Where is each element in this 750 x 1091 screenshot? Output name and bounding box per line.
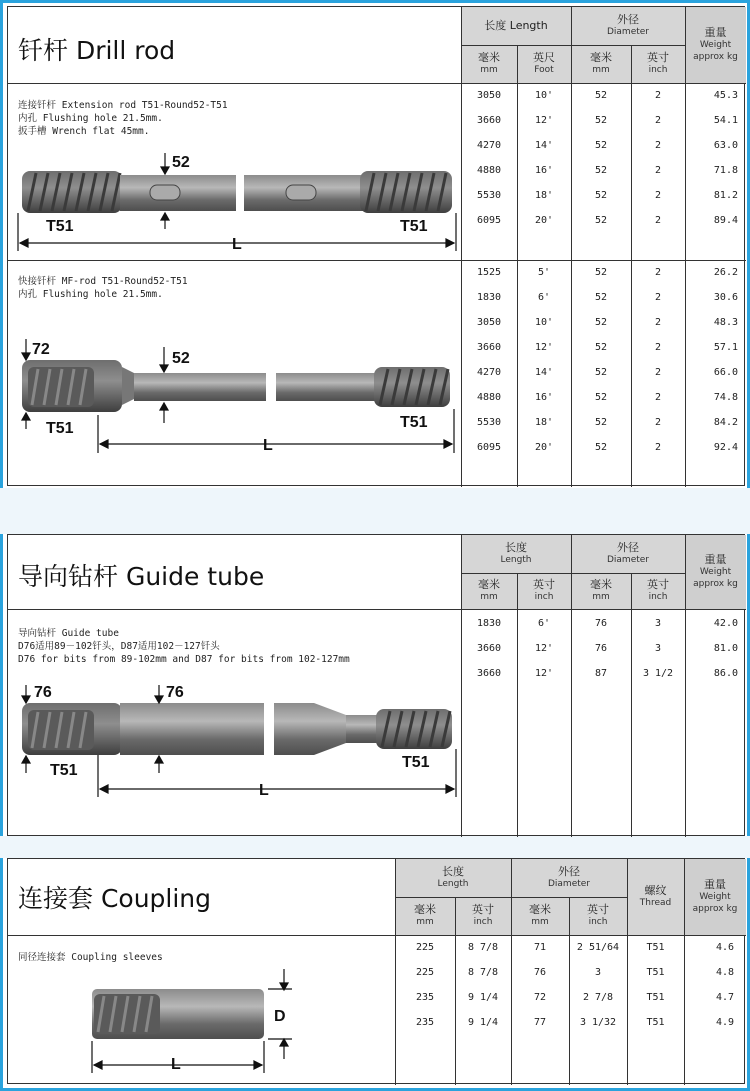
cell-mm: 1830 [476, 618, 502, 629]
header-inch-en: inch [534, 592, 554, 602]
header-mm-cn: 毫米 [478, 51, 500, 64]
cell-inch: 9 1/4 [467, 1017, 499, 1028]
header-mm [461, 573, 517, 609]
cell-dia-inch: 2 51/64 [576, 942, 620, 953]
cell-inch: 6' [537, 618, 551, 629]
header-inch [517, 573, 571, 609]
cell-foot: 20' [534, 442, 554, 453]
desc-line: 内孔 Flushing hole 21.5mm. [18, 289, 163, 300]
header-weight [685, 535, 746, 609]
cell-mm: 3660 [476, 342, 502, 353]
table-row [461, 385, 746, 410]
header-weight-en: Weight [699, 567, 732, 577]
table-row [461, 260, 746, 285]
cell-dia-mm: 76 [594, 618, 608, 629]
diameter-left-label: 76 [34, 684, 52, 701]
cell-mm: 3050 [476, 317, 502, 328]
header-dia-inch [569, 897, 627, 935]
cell-dia-mm: 72 [533, 992, 547, 1003]
header-diameter-cn: 外径 [617, 13, 639, 26]
cell-inch: 8 7/8 [467, 967, 499, 978]
guide-tube-section [7, 534, 745, 836]
header-foot-en: Foot [534, 65, 554, 75]
cell-weight: 86.0 [713, 668, 738, 679]
header-thread-en: Thread [639, 898, 672, 908]
cell-mm: 4270 [476, 367, 502, 378]
length-label: L [232, 236, 242, 253]
rod-body-right [276, 373, 376, 401]
tube-body-right [274, 703, 314, 755]
coupling-drawing [8, 859, 395, 1085]
cell-dia-mm: 52 [594, 392, 608, 403]
coupling-section [7, 858, 745, 1084]
cell-thread: T51 [646, 992, 665, 1003]
diameter-label: 52 [172, 154, 190, 171]
cell-dia-mm: 52 [594, 90, 608, 101]
cell-weight: 63.0 [713, 140, 738, 151]
cell-foot: 12' [534, 342, 554, 353]
header-dia-inch-cn: 英寸 [647, 578, 669, 591]
header-dia-mm-en: mm [531, 917, 549, 927]
rod-body-left [134, 373, 266, 401]
header-diameter-en: Diameter [606, 27, 650, 37]
cell-inch: 2 [654, 367, 662, 378]
cell-mm: 1525 [476, 267, 502, 278]
cell-mm: 4270 [476, 140, 502, 151]
header-dia-inch-en: inch [648, 592, 668, 602]
table-row [461, 360, 746, 385]
cell-dia-inch: 2 7/8 [582, 992, 614, 1003]
cell-weight: 92.4 [713, 442, 738, 453]
header-diameter-en: Diameter [547, 879, 591, 889]
cell-dia-mm: 52 [594, 292, 608, 303]
header-foot [517, 45, 571, 83]
table-row [461, 83, 746, 108]
coupling-title: 连接套 Coupling [18, 884, 212, 913]
cell-mm: 4880 [476, 165, 502, 176]
header-inch [631, 45, 685, 83]
header-length [395, 859, 511, 897]
guide-tube-table [461, 609, 746, 687]
header-inch-cn: 英寸 [533, 578, 555, 591]
thread-right-label: T51 [400, 218, 428, 235]
desc-line: 连接钎杆 Extension rod T51-Round52-T51 [18, 100, 228, 111]
cell-mm: 3660 [476, 115, 502, 126]
header-mm [461, 45, 517, 83]
table-row [461, 208, 746, 233]
cell-weight: 4.9 [715, 1017, 734, 1028]
cell-weight: 45.3 [713, 90, 738, 101]
cell-dia-mm: 52 [594, 115, 608, 126]
cell-weight: 30.6 [713, 292, 738, 303]
section-gap [0, 488, 750, 534]
header-inch [455, 897, 511, 935]
mf-rod-table [461, 260, 746, 487]
cell-dia-mm: 76 [533, 967, 547, 978]
cell-weight: 84.2 [713, 417, 738, 428]
table-row [461, 410, 746, 435]
cell-foot: 12' [534, 115, 554, 126]
header-dia-inch-cn: 英寸 [587, 903, 609, 916]
table-row [461, 310, 746, 335]
cell-mm: 6095 [476, 215, 502, 226]
tube-neck [346, 715, 378, 743]
header-thread [627, 859, 684, 935]
header-weight-en: Weight [699, 892, 731, 902]
thread-left-label: T51 [46, 420, 74, 437]
header-dia-mm-en: mm [592, 65, 610, 75]
header-weight [685, 7, 746, 83]
cell-weight: 54.1 [713, 115, 738, 126]
cell-inch: 2 [654, 90, 662, 101]
cell-weight: 57.1 [713, 342, 738, 353]
header-diameter-cn: 外径 [558, 865, 580, 878]
length-label: L [259, 782, 269, 799]
length-label: L [263, 437, 273, 454]
cell-dia-mm: 87 [594, 668, 608, 679]
cell-dia-mm: 52 [594, 367, 608, 378]
coupling-desc: 同径连接套 Coupling sleeves [18, 952, 163, 963]
header-length [461, 535, 571, 573]
cell-dia-inch: 3 [594, 967, 602, 978]
cell-inch: 2 [654, 115, 662, 126]
cell-dia-mm: 52 [594, 342, 608, 353]
header-weight-unit: approx kg [692, 904, 738, 914]
cell-foot: 5' [537, 267, 551, 278]
cell-mm: 1830 [476, 292, 502, 303]
cell-inch: 2 [654, 165, 662, 176]
cell-mm: 235 [415, 992, 435, 1003]
header-weight [684, 859, 746, 935]
header-mm-en: mm [416, 917, 434, 927]
cell-dia-mm: 52 [594, 442, 608, 453]
table-row [461, 611, 746, 636]
table-row [395, 935, 746, 960]
cell-dia-inch: 3 [654, 618, 662, 629]
cell-dia-mm: 52 [594, 215, 608, 226]
table-row [461, 133, 746, 158]
table-row [395, 960, 746, 985]
cell-inch: 12' [534, 668, 554, 679]
cell-weight: 42.0 [713, 618, 738, 629]
cell-weight: 26.2 [713, 267, 738, 278]
drill-rod-section [7, 6, 745, 486]
header-mm-en: mm [480, 592, 498, 602]
cell-foot: 16' [534, 165, 554, 176]
cell-dia-mm: 52 [594, 417, 608, 428]
cell-foot: 14' [534, 367, 554, 378]
desc-line: 扳手槽 Wrench flat 45mm. [18, 126, 150, 137]
section-gap [0, 836, 750, 858]
header-dia-mm-cn: 毫米 [590, 578, 612, 591]
cell-foot: 6' [537, 292, 551, 303]
cell-inch: 2 [654, 417, 662, 428]
header-diameter [511, 859, 627, 897]
diameter-mid-label: 76 [166, 684, 184, 701]
guide-tube-drawing [8, 535, 461, 837]
cell-weight: 66.0 [713, 367, 738, 378]
header-mm [395, 897, 455, 935]
cell-dia-inch: 3 [654, 643, 662, 654]
cell-dia-mm: 52 [594, 140, 608, 151]
cell-foot: 18' [534, 190, 554, 201]
cell-weight: 4.6 [715, 942, 734, 953]
cell-mm: 3660 [476, 668, 502, 679]
header-dia-mm [571, 573, 631, 609]
header-dia-mm-cn: 毫米 [529, 903, 551, 916]
header-weight-unit: approx kg [693, 579, 738, 589]
desc-line: 内孔 Flushing hole 21.5mm. [18, 113, 163, 124]
header-inch-cn: 英寸 [647, 51, 669, 64]
thread-left-label: T51 [50, 762, 78, 779]
header-inch-en: inch [473, 917, 493, 927]
cell-foot: 18' [534, 417, 554, 428]
cell-dia-mm: 52 [594, 317, 608, 328]
diameter-label: 52 [172, 350, 190, 367]
header-diameter [571, 7, 685, 45]
table-row [461, 636, 746, 661]
guide-tube-title: 导向钻杆 Guide tube [18, 562, 265, 591]
header-weight-cn: 重量 [704, 553, 727, 566]
thread-right-label: T51 [400, 414, 428, 431]
header-weight-cn: 重量 [704, 26, 727, 39]
header-inch-cn: 英寸 [472, 903, 494, 916]
header-dia-mm-en: mm [592, 592, 610, 602]
cell-thread: T51 [646, 967, 665, 978]
extension-rod-table [461, 83, 746, 260]
cell-inch: 9 1/4 [467, 992, 499, 1003]
cell-weight: 81.2 [713, 190, 738, 201]
cell-mm: 225 [415, 967, 435, 978]
cell-dia-inch: 3 1/2 [642, 668, 674, 679]
cell-mm: 3050 [476, 90, 502, 101]
header-dia-mm [511, 897, 569, 935]
cell-weight: 4.8 [715, 967, 734, 978]
drill-rod-title: 钎杆 Drill rod [18, 36, 176, 65]
table-row [461, 108, 746, 133]
cell-dia-mm: 52 [594, 267, 608, 278]
cell-dia-mm: 52 [594, 190, 608, 201]
cell-mm: 225 [415, 942, 435, 953]
cell-weight: 74.8 [713, 392, 738, 403]
thread-right-label: T51 [402, 754, 430, 771]
mf-rod-drawing [8, 7, 461, 487]
cell-dia-inch: 3 1/32 [579, 1017, 617, 1028]
header-diameter-en: Diameter [606, 555, 650, 565]
header-length [461, 7, 571, 45]
desc-line: 快接钎杆 MF-rod T51-Round52-T51 [18, 276, 188, 287]
cell-mm: 6095 [476, 442, 502, 453]
table-row [461, 661, 746, 686]
header-dia-mm [571, 45, 631, 83]
cell-foot: 20' [534, 215, 554, 226]
cell-dia-mm: 76 [594, 643, 608, 654]
cell-inch: 2 [654, 392, 662, 403]
desc-line: D76适用89－102钎头，D87适用102－127钎头 [18, 641, 220, 652]
header-length-label: 长度 Length [484, 19, 548, 32]
cell-inch: 2 [654, 190, 662, 201]
desc-line: D76 for bits from 89-102mm and D87 for bits from 102-127mm [18, 654, 350, 665]
header-dia-inch [631, 573, 685, 609]
cell-weight: 71.8 [713, 165, 738, 176]
cell-inch: 2 [654, 140, 662, 151]
table-row [461, 335, 746, 360]
header-inch-en: inch [648, 65, 668, 75]
desc-line: 导向钻杆 Guide tube [18, 628, 119, 639]
header-thread-cn: 螺纹 [644, 884, 667, 897]
header-weight-en: Weight [699, 40, 732, 50]
cell-thread: T51 [646, 1017, 665, 1028]
header-mm-cn: 毫米 [414, 903, 436, 916]
cell-dia-mm: 77 [533, 1017, 547, 1028]
table-row [461, 435, 746, 460]
cell-foot: 10' [534, 317, 554, 328]
cell-foot: 10' [534, 90, 554, 101]
tube-taper [314, 703, 346, 755]
cell-mm: 235 [415, 1017, 435, 1028]
cell-mm: 5530 [476, 417, 502, 428]
header-dia-inch-en: inch [588, 917, 608, 927]
cell-mm: 4880 [476, 392, 502, 403]
cell-thread: T51 [646, 942, 665, 953]
header-weight-cn: 重量 [704, 878, 726, 891]
cell-weight: 48.3 [713, 317, 738, 328]
cell-weight: 4.7 [715, 992, 734, 1003]
header-length-en: Length [500, 555, 532, 565]
cell-foot: 14' [534, 140, 554, 151]
header-diameter-cn: 外径 [617, 541, 639, 554]
header-diameter [571, 535, 685, 573]
header-length-cn: 长度 [505, 541, 527, 554]
cell-dia-mm: 71 [533, 942, 547, 953]
cell-inch: 2 [654, 342, 662, 353]
cell-mm: 5530 [476, 190, 502, 201]
cell-inch: 2 [654, 267, 662, 278]
cell-inch: 12' [534, 643, 554, 654]
table-row [461, 158, 746, 183]
diameter-label: D [274, 1008, 286, 1025]
cell-weight: 89.4 [713, 215, 738, 226]
cell-inch: 2 [654, 215, 662, 226]
thread-left-label: T51 [46, 218, 74, 235]
header-weight-unit: approx kg [693, 52, 738, 62]
table-row [395, 985, 746, 1010]
cell-dia-mm: 52 [594, 165, 608, 176]
header-foot-cn: 英尺 [533, 51, 555, 64]
header-dia-mm-cn: 毫米 [590, 51, 612, 64]
tube-body-left [120, 703, 264, 755]
cell-inch: 2 [654, 317, 662, 328]
table-row [461, 285, 746, 310]
cell-foot: 16' [534, 392, 554, 403]
table-row [461, 183, 746, 208]
header-length-cn: 长度 [442, 865, 464, 878]
cell-mm: 3660 [476, 643, 502, 654]
cell-inch: 2 [654, 292, 662, 303]
table-row [395, 1010, 746, 1035]
header-mm-cn: 毫米 [478, 578, 500, 591]
header-mm-en: mm [480, 65, 498, 75]
coupling-diameter-label: 72 [32, 341, 50, 358]
coupling-table [395, 935, 746, 1045]
cell-weight: 81.0 [713, 643, 738, 654]
header-length-en: Length [437, 879, 469, 889]
cell-inch: 8 7/8 [467, 942, 499, 953]
length-label: L [171, 1056, 181, 1073]
cell-inch: 2 [654, 442, 662, 453]
